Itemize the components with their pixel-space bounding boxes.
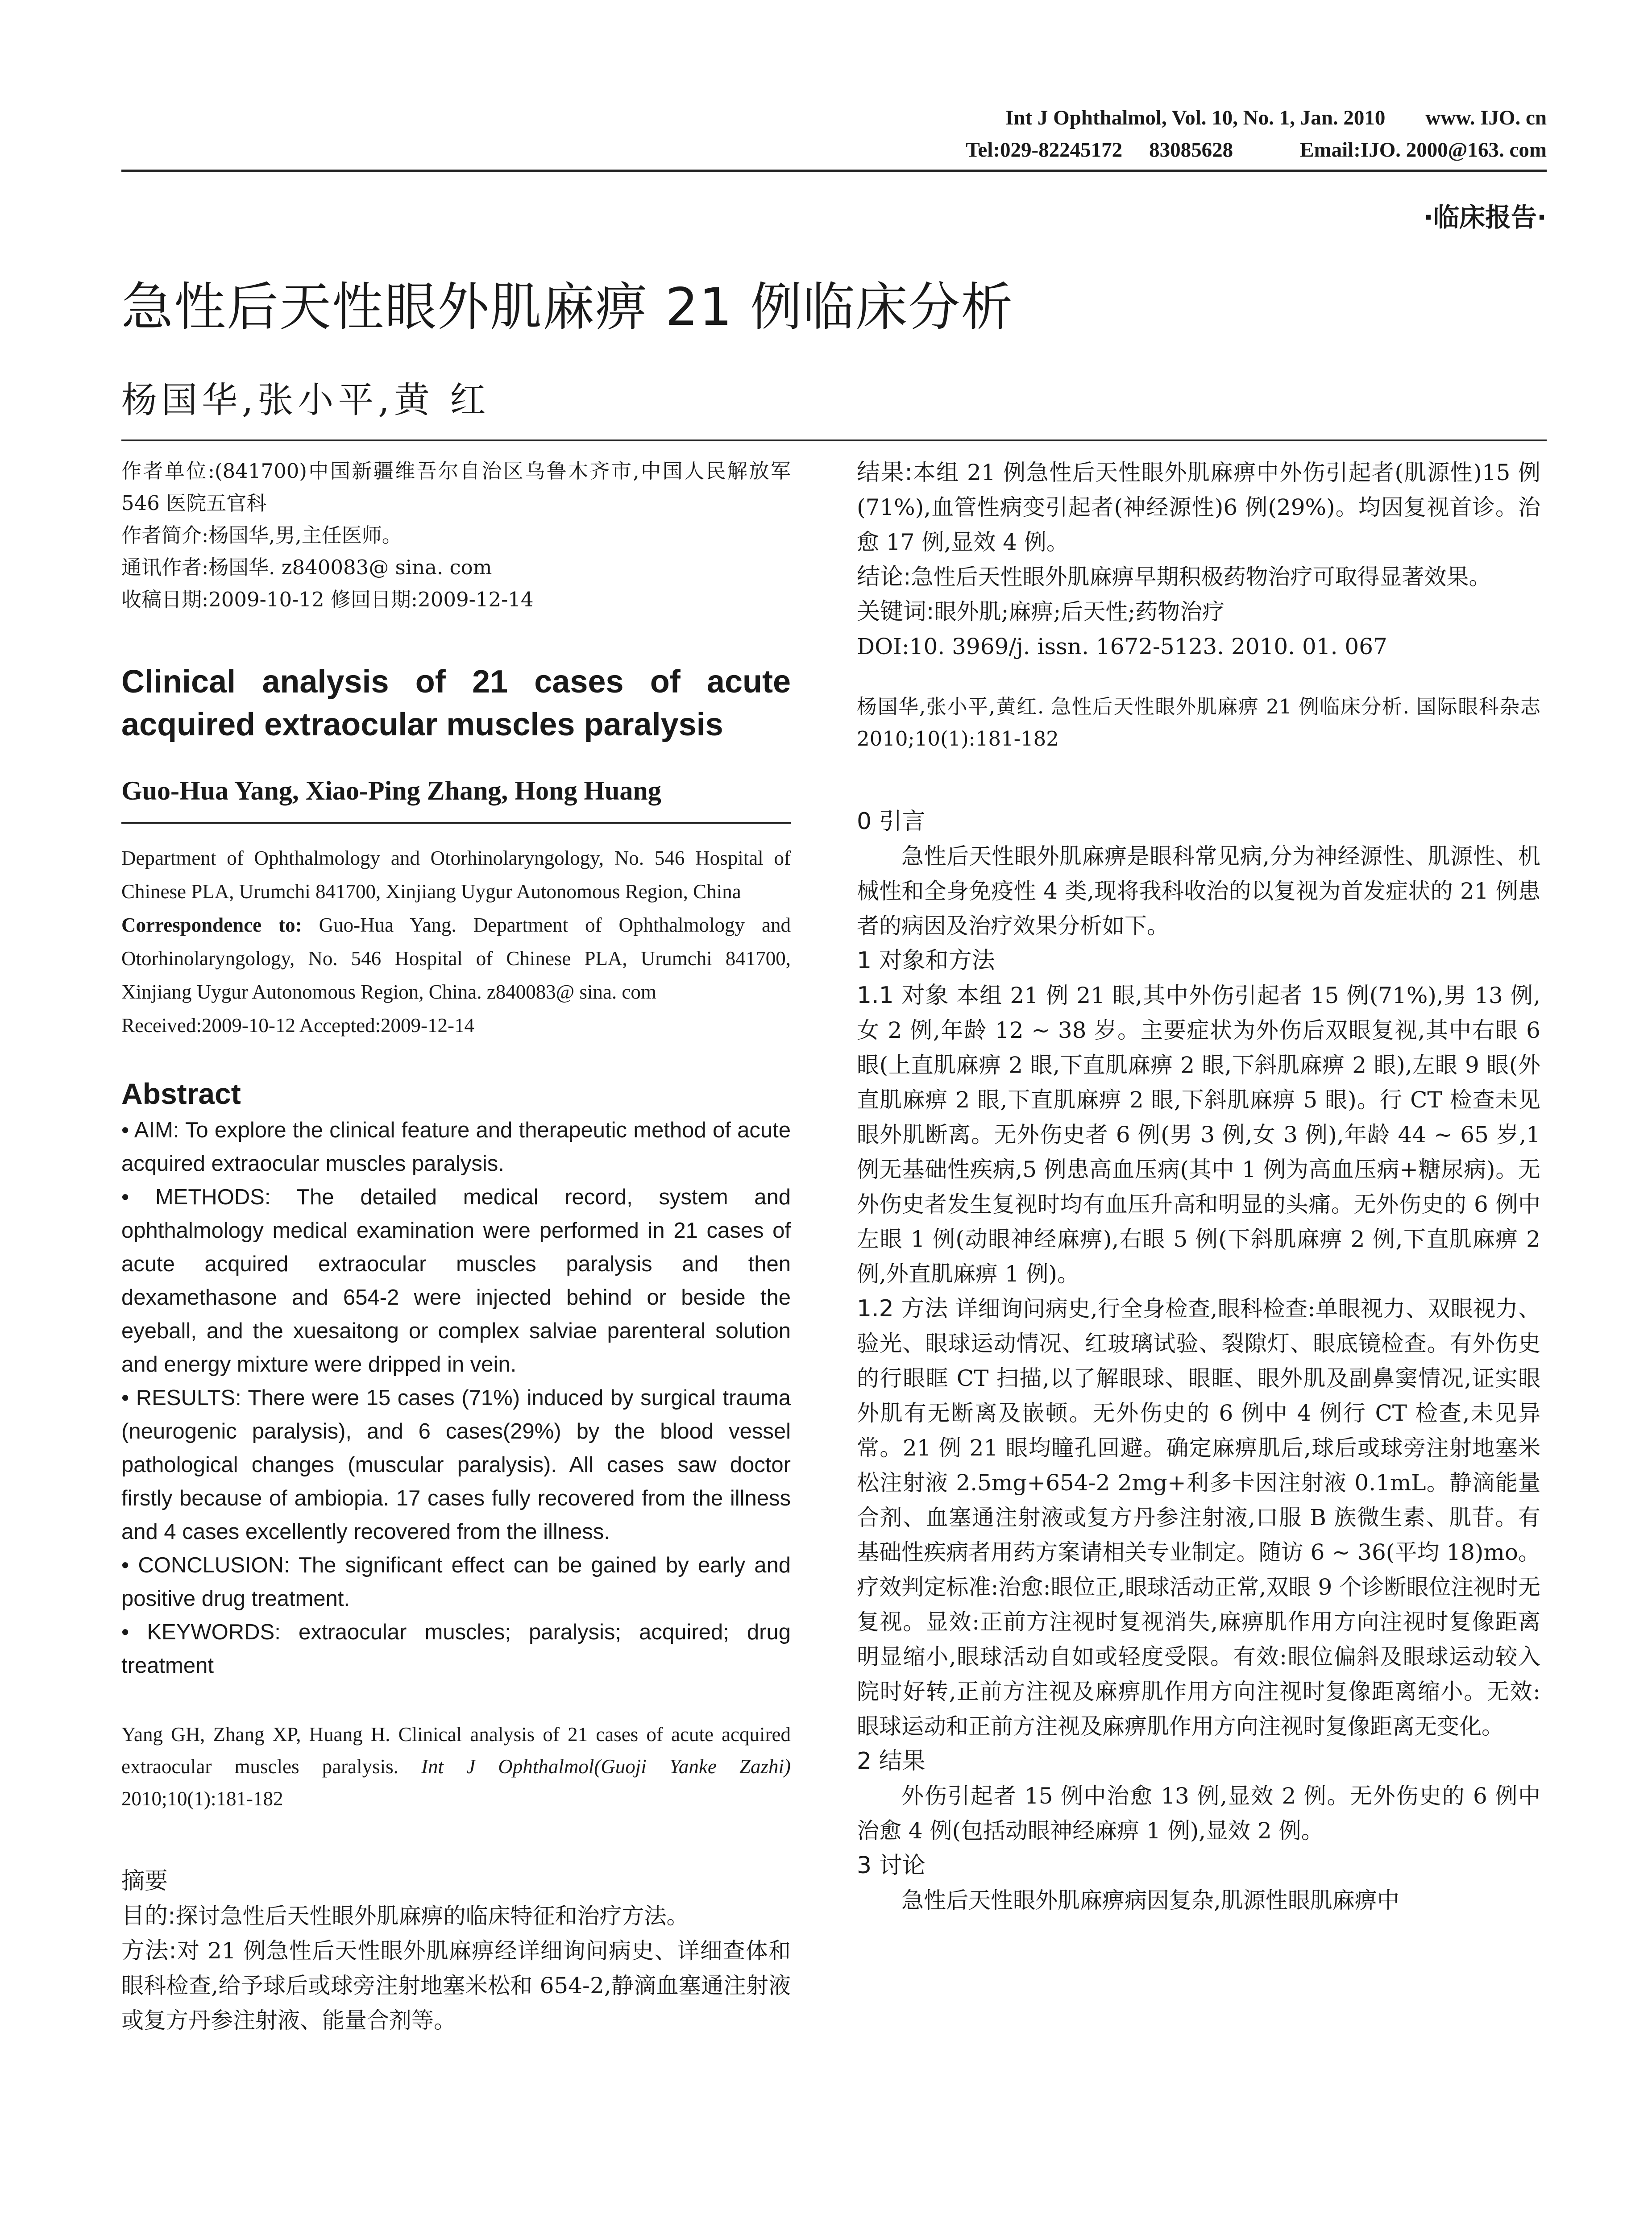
section-2-text: 外伤引起者 15 例中治愈 13 例,显效 2 例。无外伤史的 6 例中治愈 4 例(包括动眼神经麻痹 1 例),显效 2 例。 <box>857 1783 1540 1844</box>
citation-en-c: 2010;10(1):181-182 <box>121 1787 283 1810</box>
abstract-conclusion: • CONCLUSION: The significant effect can be gained by early and positive drug treatment. <box>121 1553 791 1611</box>
header-email: Email:IJO. 2000@163. com <box>1300 138 1547 162</box>
header-website: www. IJO. cn <box>1425 106 1547 129</box>
jielun-label: 结论: <box>857 564 911 590</box>
abstract-keywords: • KEYWORDS: extraocular muscles; paralysis; acquired; drug treatment <box>121 1620 791 1678</box>
jielun <box>857 560 1540 594</box>
citation-en <box>121 1718 791 1815</box>
header-journal-info: Int J Ophthalmol, Vol. 10, No. 1, Jan. 2010 <box>1005 106 1386 129</box>
section-1-1-text: 本组 21 例 21 眼,其中外伤引起者 15 例(71%),男 13 例,女 2 例,年龄 12 ~ 38 岁。主要症状为外伤后双眼复视,其中右眼 6 眼(上直肌麻痹 2 眼,下直肌麻痹 2 眼,下斜肌麻痹 2 眼),左眼 9 眼(外直肌麻痹 2 眼,下直肌麻痹 2 眼,下斜肌麻痹 5 眼)。行 CT 检查未见眼外肌断离。无外伤史者 6 例(男 3 例,女 3 例),年龄 44 ~ 65 岁,1 例无基础性疾病,5 例患高血压病(其中 1 例为高血压病+糖尿病)。无外伤史者发生复视时均有血压升高和明显的头痛。无外伤史的 6 例中左眼 1 例(动眼神经麻痹),右眼 5 例(下斜肌麻痹 2 例,下直肌麻痹 2 例,外直肌麻痹 1 例)。 <box>857 983 1540 1287</box>
abstract-heading: Abstract <box>121 1077 241 1110</box>
citation-cn: 杨国华,张小平,黄红. 急性后天性眼外肌麻痹 21 例临床分析. 国际眼科杂志 2010;10(1):181-182 <box>857 695 1540 751</box>
header-tel: Tel:029-82245172 <box>966 138 1123 162</box>
header-tel2: 83085628 <box>1149 138 1233 162</box>
section-0-text: 急性后天性眼外肌麻痹是眼科常见病,分为神经源性、肌源性、机械性和全身免疫性 4 类,现将我科收治的以复视为首发症状的 21 例患者的病因及治疗效果分析如下。 <box>857 843 1540 939</box>
abstract-results: • RESULTS: There were 15 cases (71%) induced by surgical trauma (neurogenic paralysis), and 6 cases(29%) by the blood vessel pathological changes (muscular paralysis). All cases saw doctor firstly because of ambiopia. 17 cases fully recovered from the illness and 4 cases excellently recovered from the illness. <box>121 1386 791 1544</box>
mudi-text: 探讨急性后天性眼外肌麻痹的临床特征和治疗方法。 <box>175 1903 689 1929</box>
paper-title-en: Clinical analysis of 21 cases of acute acquired extraocular muscles paralysis <box>121 664 791 742</box>
header-rule <box>121 170 1547 172</box>
zhaiyao-fangfa <box>121 1933 791 2038</box>
corresponding-author: 通讯作者:杨国华. z840083@ sina. com <box>121 556 492 579</box>
author-unit: 作者单位:(841700)中国新疆维吾尔自治区乌鲁木齐市,中国人民解放军 546 医院五官科 <box>121 459 791 515</box>
guanjianci <box>857 594 1540 629</box>
journal-header <box>966 102 1547 166</box>
jieguo-label: 结果: <box>857 459 913 486</box>
paper-title-cn: 急性后天性眼外肌麻痹 21 例临床分析 <box>121 277 1014 337</box>
section-1-2-text: 详细询问病史,行全身检查,眼科检查:单眼视力、双眼视力、验光、眼球运动情况、红玻璃试验、裂隙灯、眼底镜检查。有外伤史的行眼眶 CT 扫描,以了解眼球、眼眶、眼外肌及副鼻窦情况,证实眼外肌有无断离及嵌顿。无外伤史的 6 例中 4 例行 CT 检查,未见异常。21 例 21 眼均瞳孔回避。确定麻痹肌后,球后或球旁注射地塞米松注射液 2.5mg+654-2 2mg+利多卡因注射液 0.1mL。静滴能量合剂、血塞通注射液或复方丹参注射液,口服 B 族微生素、肌苷。有基础性疾病者用药方案请相关专业制定。随访 6 ~ 36(平均 18)mo。疗效判定标准:治愈:眼位正,眼球活动正常,双眼 9 个诊断眼位注视时无复视。显效:正前方注视时复视消失,麻痹肌作用方向注视时复像距离明显缩小,眼球活动自如或轻度受限。有效:眼位偏斜及眼球运动较入院时好转,正前方注视及麻痹肌作用方向注视时复像距离缩小。无效:眼球运动和正前方注视及麻痹肌作用方向注视时复像距离无变化。 <box>857 1296 1540 1739</box>
abstract-methods: • METHODS: The detailed medical record, system and ophthalmology medical examination were performed in 21 cases of acute acquired extraocular muscles paralysis and then dexamethasone and 654-2 were injected behind or beside the eyeball, and the xuesaitong or complex salviae parenteral solution and energy mixture were dripped in vein. <box>121 1185 791 1377</box>
authors-cn: 杨国华,张小平,黄 红 <box>121 379 490 421</box>
citation-en-journal: Int J Ophthalmol(Guoji Yanke Zazhi) <box>421 1755 791 1778</box>
left-column <box>121 455 791 2038</box>
correspondence-text: Guo-Hua Yang. Department of Ophthalmology and Otorhinolaryngology, No. 546 Hospital of Chinese PLA, Urumchi 841700, Xinjiang Uygur Autonomous Region, China. z840083@ sina. com <box>121 914 791 1003</box>
authors-en: Guo-Hua Yang, Xiao-Ping Zhang, Hong Huang <box>121 776 661 805</box>
fangfa-label: 方法: <box>121 1937 177 1964</box>
received-dates-en: Received:2009-10-12 Accepted:2009-12-14 <box>121 1014 475 1037</box>
section-3-text: 急性后天性眼外肌麻痹病因复杂,肌源性眼肌麻痹中 <box>901 1887 1399 1913</box>
guanjianci-label: 关键词: <box>857 598 934 625</box>
section-1-heading: 1 对象和方法 <box>857 947 995 974</box>
correspondence-label: Correspondence to: <box>121 914 302 936</box>
right-column <box>857 455 1540 1918</box>
guanjianci-text: 眼外肌;麻痹;后天性;药物治疗 <box>934 599 1225 625</box>
author-bio: 作者简介:杨国华,男,主任医师。 <box>121 523 402 547</box>
section-3-heading: 3 讨论 <box>857 1852 926 1879</box>
jieguo <box>857 455 1540 560</box>
citation-en-a: Yang GH, Zhang XP, Huang H. Clinical analysis of 21 cases of acute acquired extraocular muscles paralysis. <box>121 1723 791 1778</box>
correspondence-en <box>121 908 791 1009</box>
mudi-label: 目的: <box>121 1903 176 1929</box>
doi: DOI:10. 3969/j. issn. 1672-5123. 2010. 01. 067 <box>857 634 1387 659</box>
section-2-heading: 2 结果 <box>857 1748 926 1775</box>
zhaiyao-heading: 摘要 <box>121 1868 168 1895</box>
section-1-2-label: 1.2 方法 <box>857 1295 948 1322</box>
section-tag: ·临床报告· <box>1423 202 1547 232</box>
section-1-2 <box>857 1291 1540 1744</box>
title-rule <box>121 440 1547 441</box>
fangfa-text: 对 21 例急性后天性眼外肌麻痹经详细询问病史、详细查体和眼科检查,给予球后或球旁注射地塞米松和 654-2,静滴血塞通注射液或复方丹参注射液、能量合剂等。 <box>121 1938 791 2033</box>
section-1-1-label: 1.1 对象 <box>857 982 949 1009</box>
section-1-1 <box>857 978 1540 1291</box>
section-0-heading: 0 引言 <box>857 808 926 835</box>
jieguo-text: 本组 21 例急性后天性眼外肌麻痹中外伤引起者(肌源性)15 例(71%),血管性病变引起者(神经源性)6 例(29%)。均因复视首诊。治愈 17 例,显效 4 例。 <box>857 460 1540 555</box>
zhaiyao-mudi <box>121 1899 791 1933</box>
department-en: Department of Ophthalmology and Otorhinolaryngology, No. 546 Hospital of Chinese PLA, Urumchi 841700, Xinjiang Uygur Autonomous Region, China <box>121 847 791 903</box>
abstract-aim: • AIM: To explore the clinical feature and therapeutic method of acute acquired extraocular muscles paralysis. <box>121 1118 791 1176</box>
jielun-text: 急性后天性眼外肌麻痹早期积极药物治疗可取得显著效果。 <box>911 564 1491 590</box>
received-dates-cn: 收稿日期:2009-10-12 修回日期:2009-12-14 <box>121 588 534 611</box>
authors-rule <box>121 809 791 824</box>
